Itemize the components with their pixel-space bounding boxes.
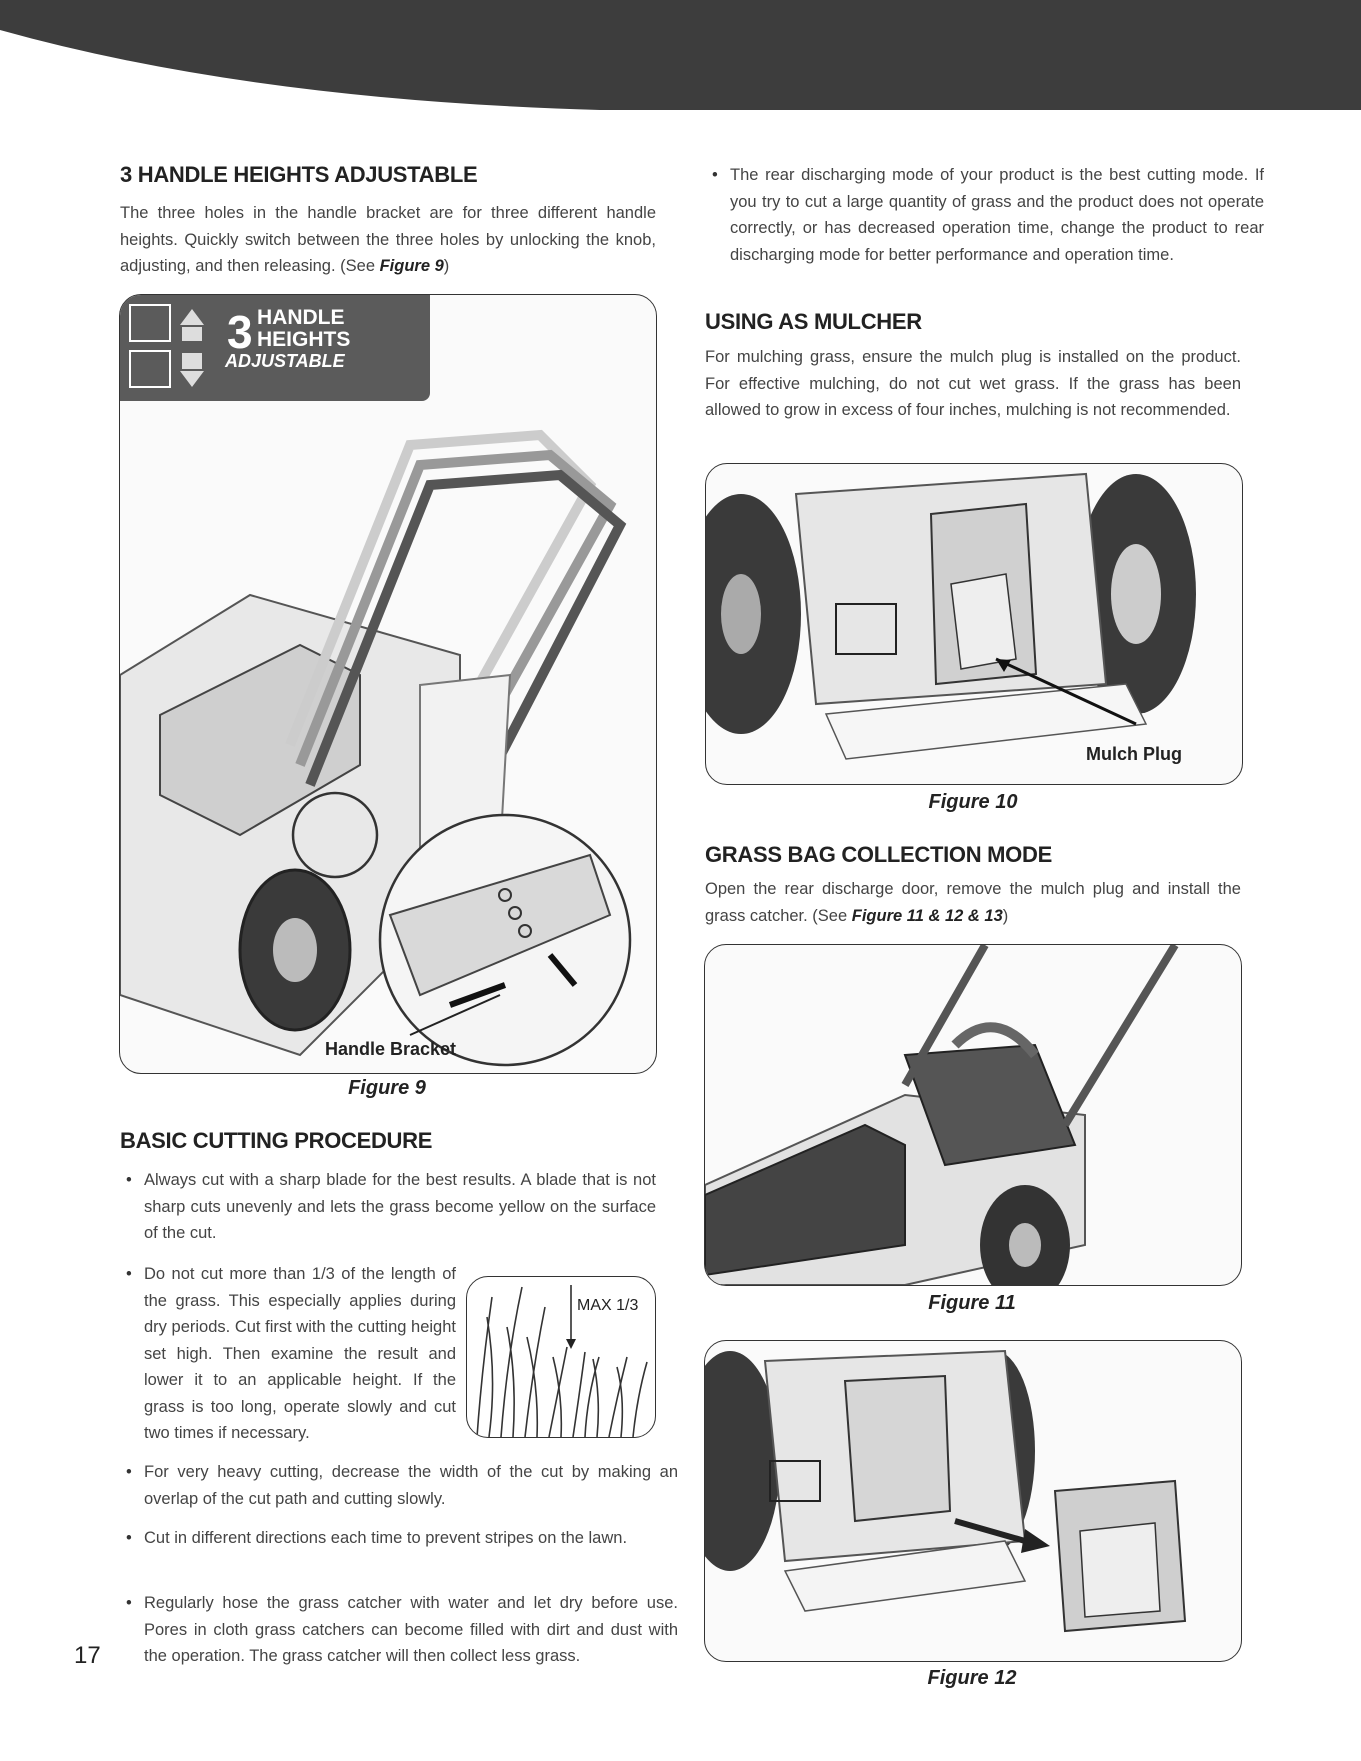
bullet-different-directions: • Cut in different directions each time to prevent stripes on the lawn.: [120, 1525, 678, 1552]
header-banner: [0, 0, 1361, 110]
mulch-plug-callout: Mulch Plug: [1086, 744, 1182, 764]
badge-subtitle: ADJUSTABLE: [225, 351, 345, 371]
figure-9-caption: Figure 9: [348, 1077, 426, 1099]
bullet-hose-catcher: • Regularly hose the grass catcher with water and let dry before use. Pores in cloth grass catchers can become filled with dirt and dust with the operation. The grass catcher will then collect less grass.: [120, 1590, 678, 1670]
badge-title: HANDLE HEIGHTS: [257, 306, 351, 351]
handle-heights-badge: [120, 295, 430, 401]
figure-11-caption: Figure 11: [928, 1292, 1016, 1314]
figure-10-image: [705, 463, 1243, 785]
section-title-handle-heights: 3 HANDLE HEIGHTS ADJUSTABLE: [120, 162, 478, 187]
section-title-basic-cutting: BASIC CUTTING PROCEDURE: [120, 1128, 433, 1153]
handle-heights-paragraph: The three holes in the handle bracket are for three different handle heights. Quickly switch between the three holes by unlocking the knob, adjusting, and then releasing. (See Figure 9): [120, 204, 656, 275]
figure-10-caption: Figure 10: [928, 791, 1018, 813]
bullet-heavy-cutting: • For very heavy cutting, decrease the width of the cut by making an overlap of the cut path and cutting slowly.: [120, 1459, 678, 1512]
figure-12-caption: Figure 12: [927, 1667, 1017, 1689]
badge-number: 3: [227, 306, 253, 358]
grass-max-illustration: [466, 1276, 656, 1438]
handle-bracket-callout: Handle Bracket: [325, 1039, 457, 1059]
bullet-rear-discharge: • The rear discharging mode of your product is the best cutting mode. If you try to cut a large quantity of grass and the product does not operate correctly, or has decreased operation time, change the product to rear discharging mode for better performance and operation time.: [706, 162, 1264, 268]
figure-9-image: [119, 294, 657, 1074]
section-title-grass-bag: GRASS BAG COLLECTION MODE: [705, 842, 1052, 867]
max-one-third-label: MAX 1/3: [577, 1297, 639, 1314]
figure-12-image: [704, 1340, 1242, 1662]
grass-bag-paragraph: Open the rear discharge door, remove the mulch plug and install the grass catcher. (See Figure 11 & 12 & 13): [705, 880, 1241, 925]
mulcher-paragraph: For mulching grass, ensure the mulch plug is installed on the product. For effective mulching, do not cut wet grass. If the grass has been allowed to grow in excess of four inches, mulching is not recommended.: [705, 348, 1241, 419]
figure-11-image: [704, 944, 1242, 1286]
bullet-sharp-blade: • Always cut with a sharp blade for the best results. A blade that is not sharp cuts unevenly and lets the grass become yellow on the surface of the cut.: [120, 1167, 656, 1247]
bullet-one-third-rule: • Do not cut more than 1/3 of the length of the grass. This especially applies during dry periods. Cut first with the cutting height set high. Then examine the result and lower it to an applicable height. If the grass is too long, operate slowly and cut two times if necessary.: [120, 1261, 456, 1447]
section-title-mulcher: USING AS MULCHER: [705, 309, 922, 334]
page-number: 17: [74, 1642, 101, 1669]
handle-height-icon: [120, 295, 216, 401]
